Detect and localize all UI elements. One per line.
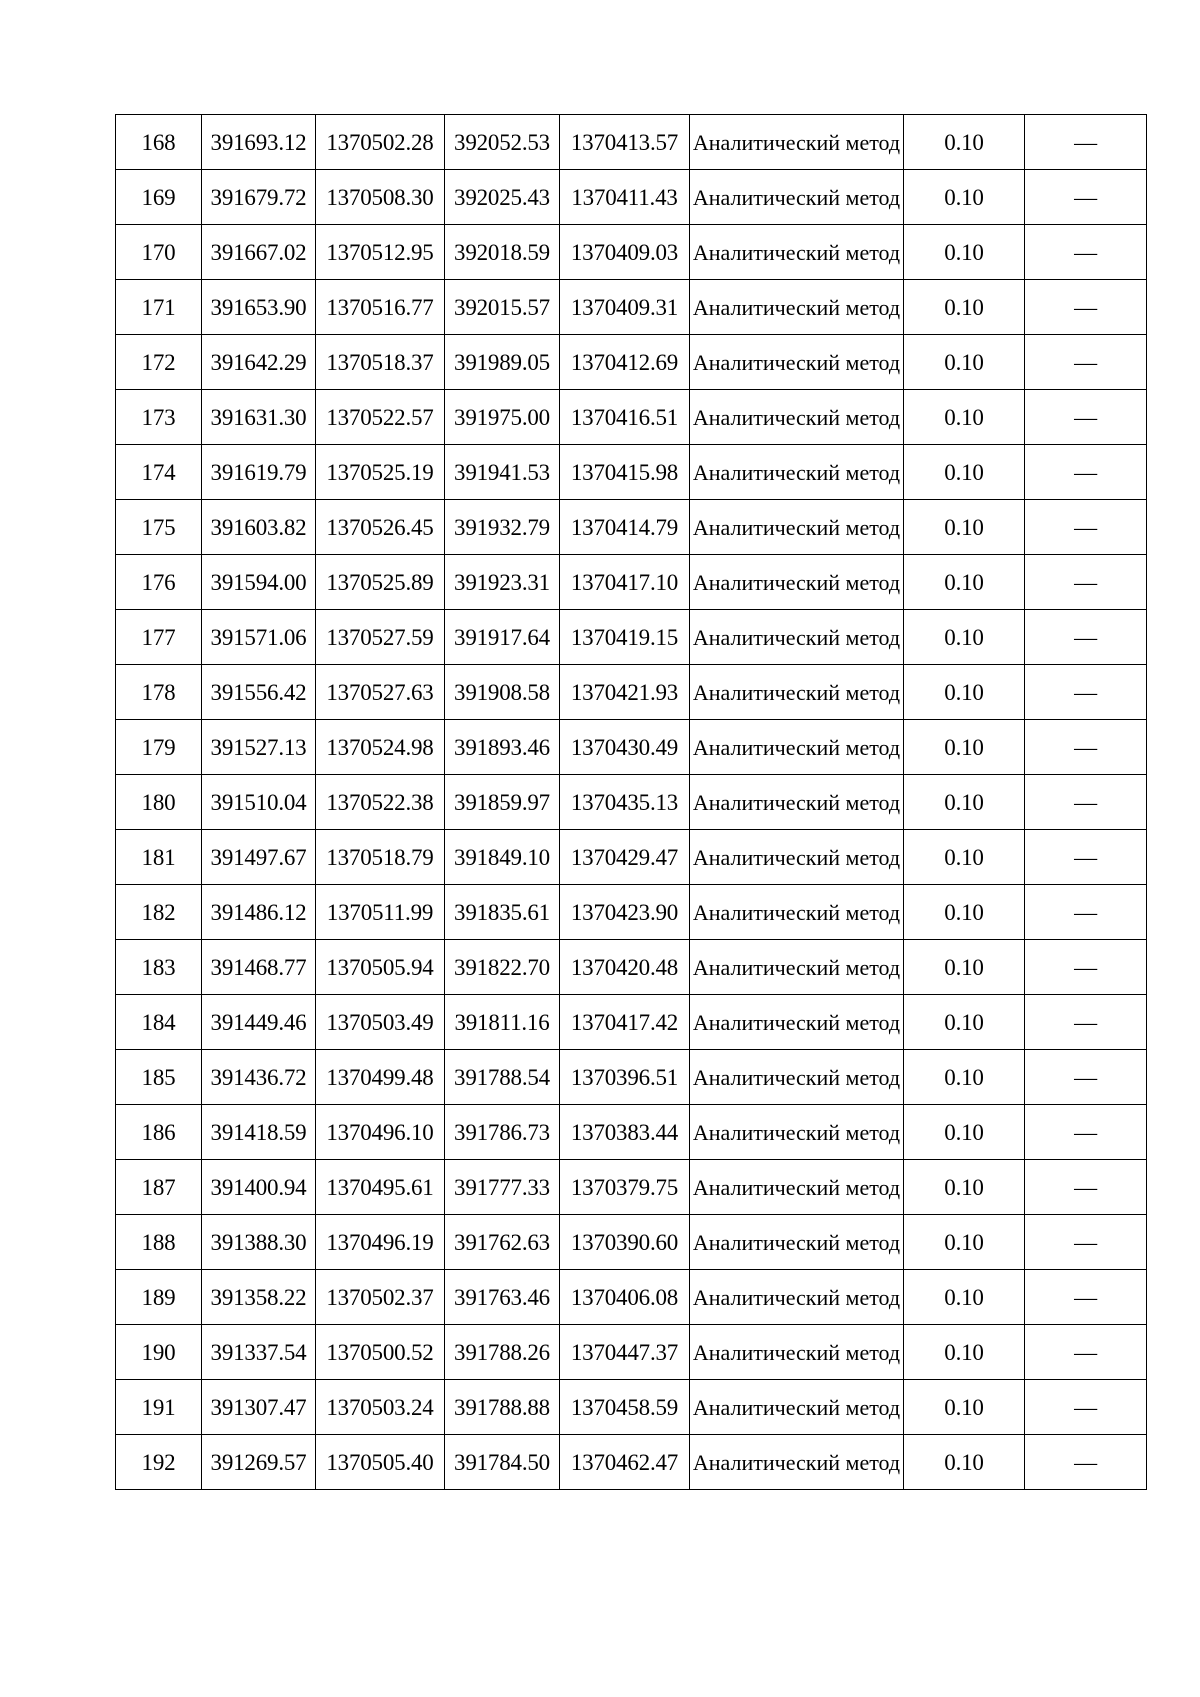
method-cell: Аналитический метод [690, 1105, 904, 1160]
point-number-cell: 183 [116, 940, 202, 995]
precision-cell: 0.10 [904, 775, 1025, 830]
precision-cell: 0.10 [904, 335, 1025, 390]
note-cell: — [1025, 1325, 1147, 1380]
table-row [116, 1215, 1147, 1270]
y2-coordinate-cell: 1370414.79 [560, 500, 690, 555]
method-cell: Аналитический метод [690, 1215, 904, 1270]
y2-coordinate-cell: 1370411.43 [560, 170, 690, 225]
table-row [116, 720, 1147, 775]
table-row [116, 225, 1147, 280]
note-cell: — [1025, 500, 1147, 555]
x-coordinate-cell: 391667.02 [202, 225, 316, 280]
point-number-cell: 189 [116, 1270, 202, 1325]
x-coordinate-cell: 391497.67 [202, 830, 316, 885]
x-coordinate-cell: 391269.57 [202, 1435, 316, 1490]
note-cell: — [1025, 1380, 1147, 1435]
method-cell: Аналитический метод [690, 170, 904, 225]
table-row [116, 1325, 1147, 1380]
y-coordinate-cell: 1370527.63 [316, 665, 445, 720]
y-coordinate-cell: 1370499.48 [316, 1050, 445, 1105]
y2-coordinate-cell: 1370379.75 [560, 1160, 690, 1215]
y-coordinate-cell: 1370516.77 [316, 280, 445, 335]
y-coordinate-cell: 1370496.19 [316, 1215, 445, 1270]
y-coordinate-cell: 1370503.49 [316, 995, 445, 1050]
note-cell: — [1025, 610, 1147, 665]
table-row [116, 555, 1147, 610]
precision-cell: 0.10 [904, 1215, 1025, 1270]
x-coordinate-cell: 391571.06 [202, 610, 316, 665]
note-cell: — [1025, 115, 1147, 170]
precision-cell: 0.10 [904, 1435, 1025, 1490]
x2-coordinate-cell: 391835.61 [445, 885, 560, 940]
y2-coordinate-cell: 1370419.15 [560, 610, 690, 665]
y-coordinate-cell: 1370522.57 [316, 390, 445, 445]
table-row [116, 1380, 1147, 1435]
method-cell: Аналитический метод [690, 1380, 904, 1435]
x2-coordinate-cell: 391763.46 [445, 1270, 560, 1325]
method-cell: Аналитический метод [690, 555, 904, 610]
y2-coordinate-cell: 1370447.37 [560, 1325, 690, 1380]
y-coordinate-cell: 1370525.89 [316, 555, 445, 610]
table-row [116, 775, 1147, 830]
note-cell: — [1025, 775, 1147, 830]
point-number-cell: 188 [116, 1215, 202, 1270]
y2-coordinate-cell: 1370430.49 [560, 720, 690, 775]
x-coordinate-cell: 391594.00 [202, 555, 316, 610]
x2-coordinate-cell: 391893.46 [445, 720, 560, 775]
y2-coordinate-cell: 1370423.90 [560, 885, 690, 940]
precision-cell: 0.10 [904, 1050, 1025, 1105]
method-cell: Аналитический метод [690, 1050, 904, 1105]
point-number-cell: 181 [116, 830, 202, 885]
x2-coordinate-cell: 391811.16 [445, 995, 560, 1050]
y-coordinate-cell: 1370508.30 [316, 170, 445, 225]
table-row [116, 335, 1147, 390]
method-cell: Аналитический метод [690, 1160, 904, 1215]
y2-coordinate-cell: 1370415.98 [560, 445, 690, 500]
x-coordinate-cell: 391400.94 [202, 1160, 316, 1215]
y-coordinate-cell: 1370522.38 [316, 775, 445, 830]
point-number-cell: 185 [116, 1050, 202, 1105]
point-number-cell: 186 [116, 1105, 202, 1160]
table-row [116, 500, 1147, 555]
table-row [116, 1105, 1147, 1160]
precision-cell: 0.10 [904, 940, 1025, 995]
precision-cell: 0.10 [904, 610, 1025, 665]
point-number-cell: 190 [116, 1325, 202, 1380]
note-cell: — [1025, 1050, 1147, 1105]
x-coordinate-cell: 391449.46 [202, 995, 316, 1050]
y-coordinate-cell: 1370524.98 [316, 720, 445, 775]
x2-coordinate-cell: 391859.97 [445, 775, 560, 830]
point-number-cell: 182 [116, 885, 202, 940]
note-cell: — [1025, 1160, 1147, 1215]
point-number-cell: 177 [116, 610, 202, 665]
method-cell: Аналитический метод [690, 335, 904, 390]
note-cell: — [1025, 170, 1147, 225]
method-cell: Аналитический метод [690, 665, 904, 720]
y2-coordinate-cell: 1370421.93 [560, 665, 690, 720]
x2-coordinate-cell: 391917.64 [445, 610, 560, 665]
note-cell: — [1025, 830, 1147, 885]
y-coordinate-cell: 1370526.45 [316, 500, 445, 555]
x2-coordinate-cell: 392015.57 [445, 280, 560, 335]
precision-cell: 0.10 [904, 1160, 1025, 1215]
precision-cell: 0.10 [904, 445, 1025, 500]
table-body [116, 115, 1147, 1490]
method-cell: Аналитический метод [690, 830, 904, 885]
precision-cell: 0.10 [904, 995, 1025, 1050]
point-number-cell: 174 [116, 445, 202, 500]
point-number-cell: 180 [116, 775, 202, 830]
y-coordinate-cell: 1370502.37 [316, 1270, 445, 1325]
y2-coordinate-cell: 1370417.10 [560, 555, 690, 610]
y2-coordinate-cell: 1370396.51 [560, 1050, 690, 1105]
note-cell: — [1025, 995, 1147, 1050]
note-cell: — [1025, 225, 1147, 280]
x-coordinate-cell: 391603.82 [202, 500, 316, 555]
x-coordinate-cell: 391556.42 [202, 665, 316, 720]
x-coordinate-cell: 391337.54 [202, 1325, 316, 1380]
note-cell: — [1025, 940, 1147, 995]
note-cell: — [1025, 1215, 1147, 1270]
point-number-cell: 173 [116, 390, 202, 445]
point-number-cell: 168 [116, 115, 202, 170]
x-coordinate-cell: 391358.22 [202, 1270, 316, 1325]
precision-cell: 0.10 [904, 665, 1025, 720]
point-number-cell: 172 [116, 335, 202, 390]
precision-cell: 0.10 [904, 885, 1025, 940]
table-row [116, 885, 1147, 940]
point-number-cell: 191 [116, 1380, 202, 1435]
point-number-cell: 187 [116, 1160, 202, 1215]
x2-coordinate-cell: 391975.00 [445, 390, 560, 445]
note-cell: — [1025, 390, 1147, 445]
table-row [116, 115, 1147, 170]
precision-cell: 0.10 [904, 555, 1025, 610]
x2-coordinate-cell: 391777.33 [445, 1160, 560, 1215]
y2-coordinate-cell: 1370420.48 [560, 940, 690, 995]
point-number-cell: 178 [116, 665, 202, 720]
precision-cell: 0.10 [904, 1270, 1025, 1325]
note-cell: — [1025, 445, 1147, 500]
y2-coordinate-cell: 1370413.57 [560, 115, 690, 170]
x2-coordinate-cell: 391788.54 [445, 1050, 560, 1105]
x2-coordinate-cell: 391932.79 [445, 500, 560, 555]
point-number-cell: 171 [116, 280, 202, 335]
method-cell: Аналитический метод [690, 610, 904, 665]
y2-coordinate-cell: 1370383.44 [560, 1105, 690, 1160]
x-coordinate-cell: 391642.29 [202, 335, 316, 390]
y-coordinate-cell: 1370518.79 [316, 830, 445, 885]
x-coordinate-cell: 391510.04 [202, 775, 316, 830]
table-row [116, 1270, 1147, 1325]
method-cell: Аналитический метод [690, 885, 904, 940]
x-coordinate-cell: 391631.30 [202, 390, 316, 445]
note-cell: — [1025, 885, 1147, 940]
y-coordinate-cell: 1370503.24 [316, 1380, 445, 1435]
y-coordinate-cell: 1370527.59 [316, 610, 445, 665]
method-cell: Аналитический метод [690, 390, 904, 445]
note-cell: — [1025, 665, 1147, 720]
precision-cell: 0.10 [904, 830, 1025, 885]
x2-coordinate-cell: 391762.63 [445, 1215, 560, 1270]
y-coordinate-cell: 1370505.94 [316, 940, 445, 995]
x2-coordinate-cell: 391849.10 [445, 830, 560, 885]
method-cell: Аналитический метод [690, 1435, 904, 1490]
y-coordinate-cell: 1370511.99 [316, 885, 445, 940]
y2-coordinate-cell: 1370416.51 [560, 390, 690, 445]
table-row [116, 390, 1147, 445]
x-coordinate-cell: 391619.79 [202, 445, 316, 500]
table-row [116, 940, 1147, 995]
x2-coordinate-cell: 392052.53 [445, 115, 560, 170]
table-row [116, 665, 1147, 720]
y2-coordinate-cell: 1370409.03 [560, 225, 690, 280]
x-coordinate-cell: 391418.59 [202, 1105, 316, 1160]
table-row [116, 170, 1147, 225]
x-coordinate-cell: 391388.30 [202, 1215, 316, 1270]
y-coordinate-cell: 1370495.61 [316, 1160, 445, 1215]
method-cell: Аналитический метод [690, 225, 904, 280]
method-cell: Аналитический метод [690, 115, 904, 170]
coordinates-table [115, 114, 1147, 1490]
y-coordinate-cell: 1370512.95 [316, 225, 445, 280]
precision-cell: 0.10 [904, 280, 1025, 335]
y2-coordinate-cell: 1370462.47 [560, 1435, 690, 1490]
point-number-cell: 170 [116, 225, 202, 280]
y2-coordinate-cell: 1370390.60 [560, 1215, 690, 1270]
point-number-cell: 179 [116, 720, 202, 775]
y2-coordinate-cell: 1370412.69 [560, 335, 690, 390]
x2-coordinate-cell: 391908.58 [445, 665, 560, 720]
precision-cell: 0.10 [904, 1380, 1025, 1435]
x-coordinate-cell: 391693.12 [202, 115, 316, 170]
precision-cell: 0.10 [904, 1105, 1025, 1160]
method-cell: Аналитический метод [690, 445, 904, 500]
x2-coordinate-cell: 391941.53 [445, 445, 560, 500]
precision-cell: 0.10 [904, 170, 1025, 225]
x2-coordinate-cell: 391784.50 [445, 1435, 560, 1490]
x-coordinate-cell: 391679.72 [202, 170, 316, 225]
method-cell: Аналитический метод [690, 995, 904, 1050]
y2-coordinate-cell: 1370409.31 [560, 280, 690, 335]
method-cell: Аналитический метод [690, 280, 904, 335]
table-row [116, 1435, 1147, 1490]
table-row [116, 830, 1147, 885]
method-cell: Аналитический метод [690, 940, 904, 995]
y2-coordinate-cell: 1370435.13 [560, 775, 690, 830]
precision-cell: 0.10 [904, 225, 1025, 280]
point-number-cell: 192 [116, 1435, 202, 1490]
precision-cell: 0.10 [904, 115, 1025, 170]
x2-coordinate-cell: 392018.59 [445, 225, 560, 280]
method-cell: Аналитический метод [690, 720, 904, 775]
method-cell: Аналитический метод [690, 1325, 904, 1380]
table-row [116, 1050, 1147, 1105]
method-cell: Аналитический метод [690, 1270, 904, 1325]
note-cell: — [1025, 1435, 1147, 1490]
x2-coordinate-cell: 391786.73 [445, 1105, 560, 1160]
y-coordinate-cell: 1370502.28 [316, 115, 445, 170]
y2-coordinate-cell: 1370406.08 [560, 1270, 690, 1325]
table-row [116, 445, 1147, 500]
precision-cell: 0.10 [904, 720, 1025, 775]
table-row [116, 995, 1147, 1050]
y2-coordinate-cell: 1370429.47 [560, 830, 690, 885]
x2-coordinate-cell: 391788.88 [445, 1380, 560, 1435]
y-coordinate-cell: 1370525.19 [316, 445, 445, 500]
note-cell: — [1025, 720, 1147, 775]
y2-coordinate-cell: 1370458.59 [560, 1380, 690, 1435]
point-number-cell: 169 [116, 170, 202, 225]
note-cell: — [1025, 555, 1147, 610]
point-number-cell: 176 [116, 555, 202, 610]
method-cell: Аналитический метод [690, 775, 904, 830]
precision-cell: 0.10 [904, 1325, 1025, 1380]
table-row [116, 280, 1147, 335]
x2-coordinate-cell: 391822.70 [445, 940, 560, 995]
method-cell: Аналитический метод [690, 500, 904, 555]
x-coordinate-cell: 391486.12 [202, 885, 316, 940]
table-row [116, 610, 1147, 665]
x-coordinate-cell: 391468.77 [202, 940, 316, 995]
point-number-cell: 175 [116, 500, 202, 555]
y-coordinate-cell: 1370500.52 [316, 1325, 445, 1380]
point-number-cell: 184 [116, 995, 202, 1050]
x2-coordinate-cell: 392025.43 [445, 170, 560, 225]
note-cell: — [1025, 1105, 1147, 1160]
x-coordinate-cell: 391653.90 [202, 280, 316, 335]
y2-coordinate-cell: 1370417.42 [560, 995, 690, 1050]
y-coordinate-cell: 1370505.40 [316, 1435, 445, 1490]
table-row [116, 1160, 1147, 1215]
x2-coordinate-cell: 391989.05 [445, 335, 560, 390]
note-cell: — [1025, 280, 1147, 335]
x2-coordinate-cell: 391923.31 [445, 555, 560, 610]
x-coordinate-cell: 391527.13 [202, 720, 316, 775]
x-coordinate-cell: 391436.72 [202, 1050, 316, 1105]
precision-cell: 0.10 [904, 500, 1025, 555]
y-coordinate-cell: 1370518.37 [316, 335, 445, 390]
y-coordinate-cell: 1370496.10 [316, 1105, 445, 1160]
x2-coordinate-cell: 391788.26 [445, 1325, 560, 1380]
note-cell: — [1025, 335, 1147, 390]
precision-cell: 0.10 [904, 390, 1025, 445]
note-cell: — [1025, 1270, 1147, 1325]
x-coordinate-cell: 391307.47 [202, 1380, 316, 1435]
